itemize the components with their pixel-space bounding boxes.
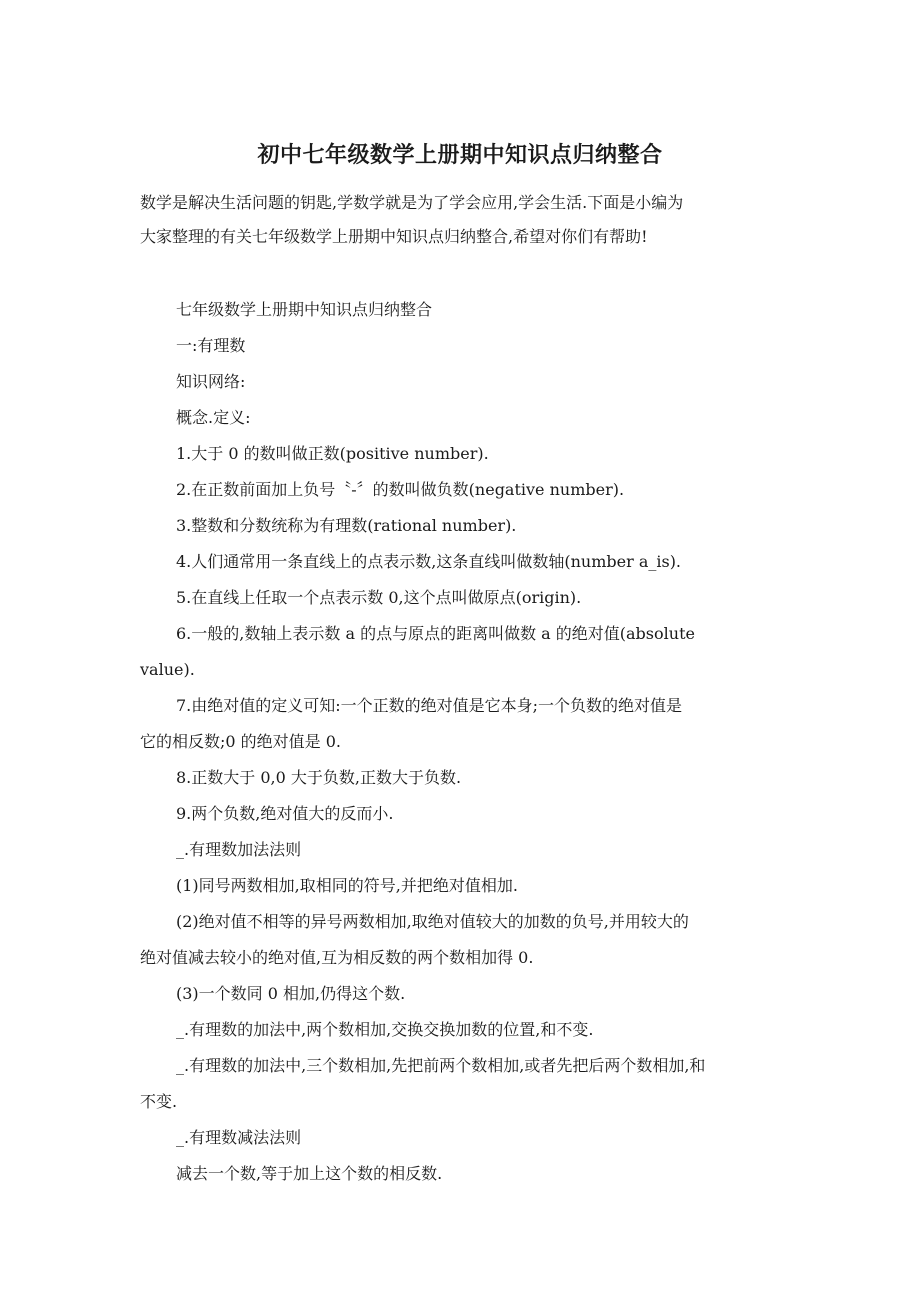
definition-item: 7.由绝对值的定义可知:一个正数的绝对值是它本身;一个负数的绝对值是 [176,696,683,715]
rule-heading: _.有理数减法法则 [176,1128,302,1147]
definition-item: 3.整数和分数统称为有理数(rational number). [176,516,517,535]
rule-item: _.有理数的加法中,三个数相加,先把前两个数相加,或者先把后两个数相加,和 [176,1056,706,1075]
rule-item: (2)绝对值不相等的异号两数相加,取绝对值较大的加数的负号,并用较大的 [176,912,689,931]
rule-item-continuation: 绝对值减去较小的绝对值,互为相反数的两个数相加得 0. [140,948,534,967]
document-title: 初中七年级数学上册期中知识点归纳整合 [257,142,663,168]
rule-item-continuation: 不变. [140,1092,178,1111]
definition-item: 1.大于 0 的数叫做正数(positive number). [176,444,489,463]
definition-item-continuation: value). [140,660,195,679]
text-line: 概念.定义: [176,408,251,427]
rule-item: (1)同号两数相加,取相同的符号,并把绝对值相加. [176,876,518,895]
text-line: 知识网络: [176,372,246,391]
intro-line: 数学是解决生活问题的钥匙,学数学就是为了学会应用,学会生活.下面是小编为 [140,193,684,212]
definition-item: 5.在直线上任取一个点表示数 0,这个点叫做原点(origin). [176,588,582,607]
definition-item: 6.一般的,数轴上表示数 a 的点与原点的距离叫做数 a 的绝对值(absolute [176,624,695,643]
definition-item: 2.在正数前面加上负号〝-〞的数叫做负数(negative number). [176,480,625,499]
section-heading: 七年级数学上册期中知识点归纳整合 [176,300,433,319]
definition-item: 9.两个负数,绝对值大的反而小. [176,804,394,823]
definition-item-continuation: 它的相反数;0 的绝对值是 0. [140,732,342,751]
definition-item: 8.正数大于 0,0 大于负数,正数大于负数. [176,768,462,787]
rule-item: 减去一个数,等于加上这个数的相反数. [176,1164,443,1183]
intro-paragraph [140,186,790,254]
rule-item: (3)一个数同 0 相加,仍得这个数. [176,984,406,1003]
rule-item: _.有理数的加法中,两个数相加,交换交换加数的位置,和不变. [176,1020,594,1039]
chapter-heading: 一:有理数 [176,336,246,355]
rule-heading: _.有理数加法法则 [176,840,302,859]
document-body [140,292,810,1192]
definition-item: 4.人们通常用一条直线上的点表示数,这条直线叫做数轴(number a_is). [176,552,682,571]
intro-line: 大家整理的有关七年级数学上册期中知识点归纳整合,希望对你们有帮助! [140,227,648,246]
